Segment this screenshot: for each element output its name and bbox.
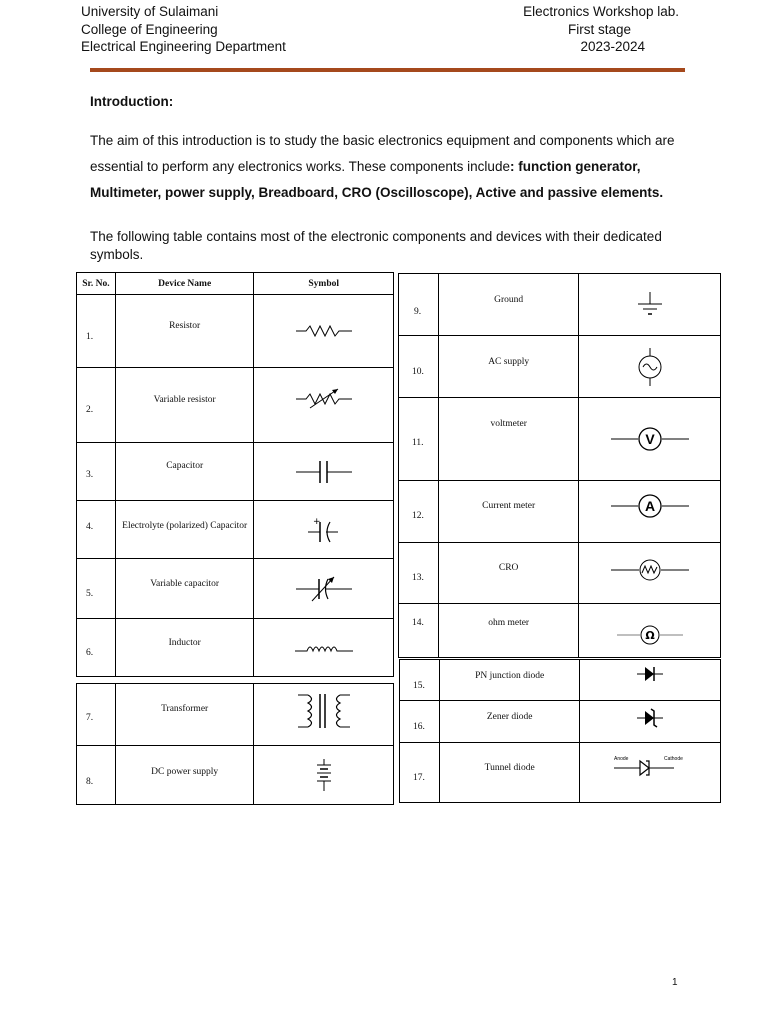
cathode-label: Cathode — [664, 755, 684, 762]
symbols-table-right — [398, 273, 721, 658]
course-name: Electronics Workshop lab. — [523, 4, 679, 19]
row-number: 4. — [86, 522, 94, 532]
row-number: 1. — [86, 332, 94, 342]
device-name: Transformer — [161, 704, 209, 714]
table-row — [77, 559, 394, 619]
table-row — [77, 684, 394, 746]
ac-supply-icon — [579, 336, 720, 397]
dc-supply-icon — [254, 746, 393, 804]
device-name: Variable capacitor — [150, 579, 220, 589]
row-number: 10. — [412, 367, 424, 377]
intro-components: : function generator, Multimeter, power supply, Breadboard, CRO (Oscilloscope), Active and passive elements. — [90, 159, 664, 200]
row-number: 3. — [86, 470, 94, 480]
device-name: Resistor — [169, 321, 201, 331]
symbols-table-right-lower — [399, 659, 721, 803]
variable-capacitor-icon — [254, 559, 393, 618]
ammeter-icon — [579, 469, 720, 542]
row-number: 8. — [86, 777, 94, 787]
row-number: 16. — [413, 722, 425, 732]
device-name: Inductor — [168, 638, 201, 648]
device-name: Zener diode — [486, 712, 533, 722]
device-name: DC power supply — [151, 767, 219, 777]
row-number: 15. — [413, 681, 425, 691]
table-intro-paragraph: The following table contains most of the electronic components and devices with their dedicated symbols. — [90, 229, 662, 262]
header-divider — [90, 68, 685, 72]
row-number: 14. — [412, 618, 424, 628]
voltmeter-icon — [579, 398, 720, 480]
table-row — [399, 543, 721, 604]
device-name: PN junction diode — [475, 671, 545, 681]
table-row — [399, 481, 721, 543]
header-institution — [81, 3, 286, 56]
row-number: 17. — [413, 773, 425, 783]
table-row — [77, 619, 394, 677]
anode-label: Anode — [614, 755, 629, 762]
table-row — [399, 336, 721, 398]
cro-icon — [579, 536, 720, 603]
header-course — [480, 3, 679, 56]
college-name: College of Engineering — [81, 21, 218, 37]
device-name: voltmeter — [490, 419, 527, 429]
device-name: Variable resistor — [153, 395, 216, 405]
row-number: 9. — [414, 307, 422, 317]
page-number: 1 — [672, 977, 678, 988]
ground-icon — [579, 274, 720, 335]
row-number: 2. — [86, 405, 94, 415]
intro-heading: Introduction: — [90, 94, 174, 109]
device-name: Current meter — [482, 501, 536, 511]
symbols-table-left — [76, 272, 394, 677]
row-number: 12. — [412, 511, 424, 521]
col-header-no: Sr. No. — [77, 273, 116, 295]
symbols-table-left-lower — [76, 683, 394, 805]
device-name: AC supply — [488, 357, 530, 367]
col-header-device: Device Name — [115, 273, 254, 295]
device-name: CRO — [498, 563, 519, 573]
university-name: University of Sulaimani — [81, 4, 219, 19]
transformer-icon — [254, 676, 393, 745]
table-row — [77, 368, 394, 443]
variable-resistor-icon — [254, 356, 393, 442]
device-name: Electrolyte (polarized) Capacitor — [122, 521, 248, 531]
table-row — [399, 274, 721, 336]
table-row — [77, 501, 394, 559]
table-row — [77, 746, 394, 805]
intro-paragraph — [90, 128, 700, 206]
ohmmeter-glyph: Ω — [645, 628, 655, 642]
device-name: ohm meter — [488, 618, 530, 628]
department-name: Electrical Engineering Department — [81, 39, 286, 54]
tunnel-diode-icon — [580, 727, 720, 802]
row-number: 13. — [412, 573, 424, 583]
row-number: 6. — [86, 648, 94, 658]
device-name: Capacitor — [166, 461, 204, 471]
device-name: Ground — [494, 295, 524, 305]
table-row — [77, 443, 394, 501]
row-number: 11. — [412, 438, 424, 448]
col-header-symbol: Symbol — [254, 273, 394, 295]
intro-text: The aim of this introduction is to study the basic electronics equipment and components which are essential to perform any electronics works. These components include — [90, 133, 675, 174]
voltmeter-glyph: V — [645, 431, 655, 447]
course-year: 2023-2024 — [580, 39, 645, 54]
row-number: 5. — [86, 589, 94, 599]
polarized-capacitor-icon — [254, 501, 393, 558]
device-name: Tunnel diode — [484, 763, 535, 773]
table-row — [400, 743, 721, 803]
ammeter-glyph: A — [644, 497, 655, 514]
row-number: 7. — [86, 713, 94, 723]
course-stage: First stage — [567, 21, 631, 37]
svg-text:+: + — [312, 516, 321, 527]
capacitor-icon — [254, 443, 393, 500]
inductor-icon — [254, 619, 393, 676]
